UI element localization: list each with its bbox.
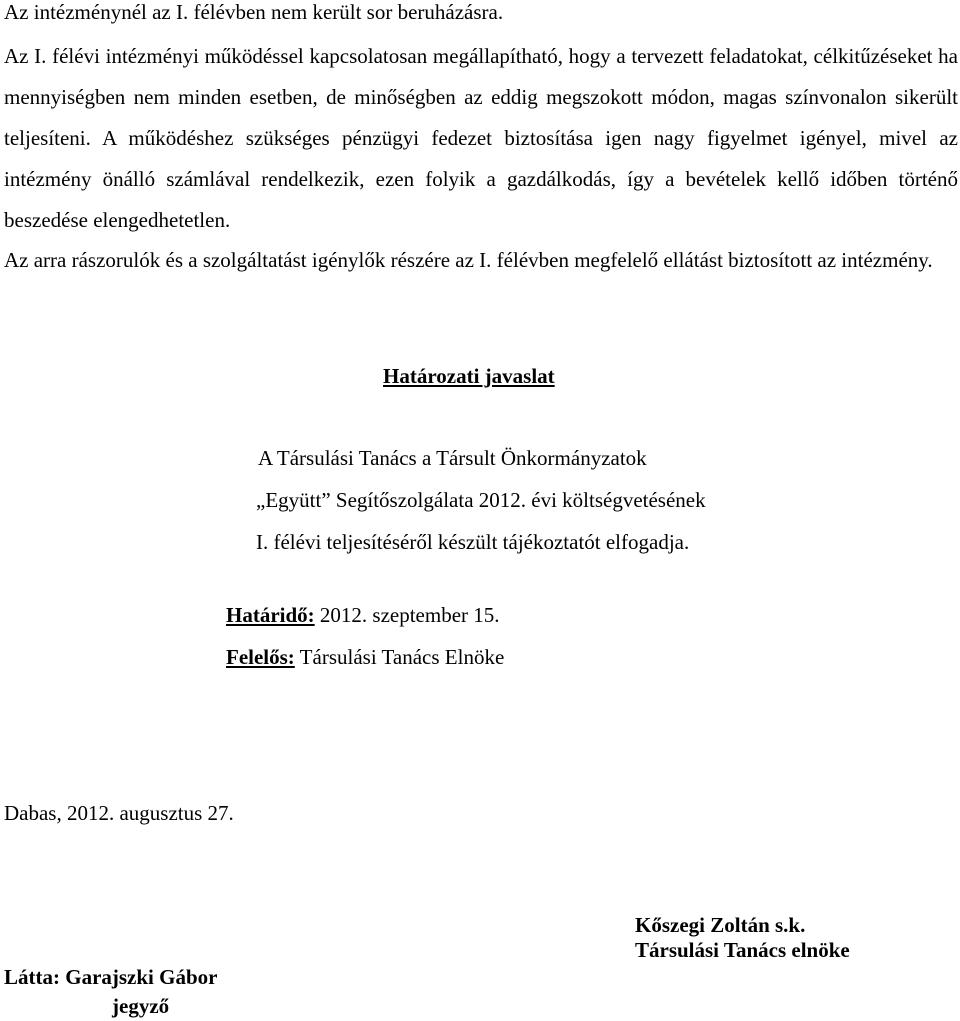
deadline-value: 2012. szeptember 15. <box>314 603 500 627</box>
signer-right-name: Kőszegi Zoltán s.k. <box>635 913 806 937</box>
signer-left-name: Látta: Garajszki Gábor <box>4 965 218 989</box>
intro-line: Az intézménynél az I. félévben nem került sor beruházásra. <box>4 0 504 24</box>
responsible-label: Felelős: <box>226 645 295 669</box>
deadline-line <box>226 602 500 628</box>
resolution-line-2: „Együtt” Segítőszolgálata 2012. évi költségvetésének <box>256 488 706 512</box>
body-paragraph-1: Az I. félévi intézményi működéssel kapcsolatosan megállapítható, hogy a tervezett feladatokat, célkitűzéseket ha mennyiségben nem minden esetben, de minőségben az eddig megszokott módon, magas színvonalon sikerült teljesíteni. A működéshez szükséges pénzügyi fedezet biztosítása igen nagy figyelmet igényel, mivel az intézmény önálló számlával rendelkezik, ezen folyik a gazdálkodás, így a bevételek kellő időben történő beszedése elengedhetetlen. <box>4 44 958 232</box>
deadline-label: Határidő: <box>226 603 315 627</box>
responsible-value: Társulási Tanács Elnöke <box>294 645 505 669</box>
body-paragraph-2: Az arra rászorulók és a szolgáltatást igénylők részére az I. félévben megfelelő ellátást biztosított az intézmény. <box>4 248 933 272</box>
resolution-line-1: A Társulási Tanács a Társult Önkormányzatok <box>258 446 647 470</box>
resolution-heading: Határozati javaslat <box>383 364 555 388</box>
place-date: Dabas, 2012. augusztus 27. <box>4 801 234 825</box>
resolution-line-3: I. félévi teljesítéséről készült tájékoztatót elfogadja. <box>256 530 690 554</box>
responsible-line <box>226 644 504 670</box>
signer-right-title: Társulási Tanács elnöke <box>635 938 850 962</box>
signer-left-title: jegyző <box>112 994 170 1018</box>
